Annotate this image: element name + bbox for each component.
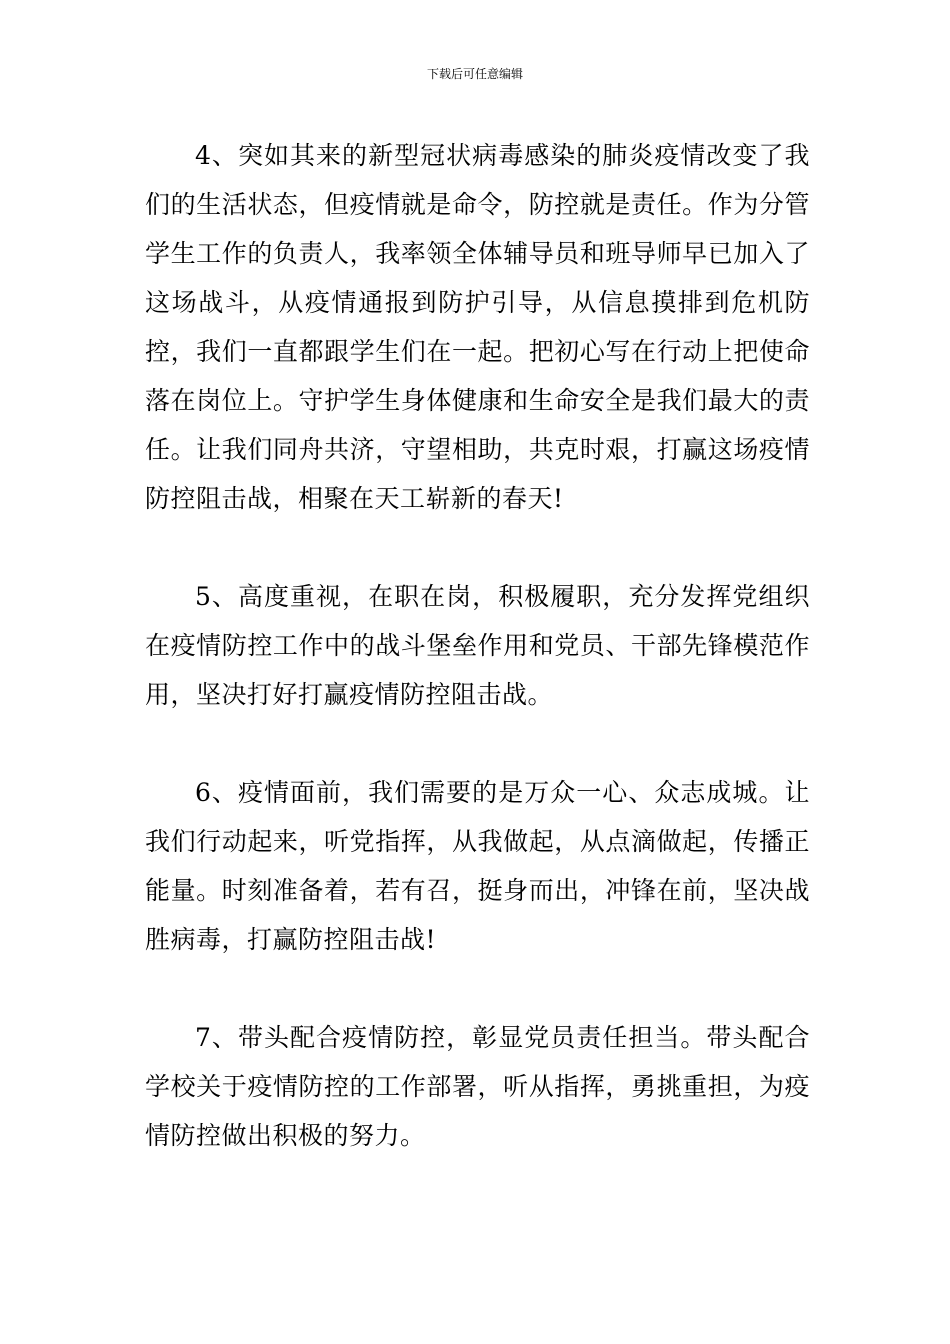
header-note: 下载后可任意编辑 — [426, 67, 523, 81]
paragraph-5: 5、高度重视，在职在岗，积极履职，充分发挥党组织在疫情防控工作中的战斗堡垒作用和党员、干部先锋模范作用，坚决打好打赢疫情防控阻击战。 — [145, 582, 810, 709]
paragraph-4: 4、突如其来的新型冠状病毒感染的肺炎疫情改变了我们的生活状态，但疫情就是命令，防控就是责任。作为分管学生工作的负责人，我率领全体辅导员和班导师早已加入了这场战斗，从疫情通报到防护引导，从信息摸排到危机防控，我们一直都跟学生们在一起。把初心写在行动上把使命落在岗位上。守护学生身体健康和生命安全是我们最大的责任。让我们同舟共济，守望相助，共克时艰，打赢这场疫情防控阻击战，相聚在天工崭新的春天! — [145, 141, 810, 513]
paragraph-7: 7、带头配合疫情防控，彰显党员责任担当。带头配合学校关于疫情防控的工作部署，听从指挥，勇挑重担，为疫情防控做出积极的努力。 — [145, 1023, 810, 1150]
document-body — [145, 131, 810, 1209]
paragraph-6: 6、疫情面前，我们需要的是万众一心、众志成城。让我们行动起来，听党指挥，从我做起，从点滴做起，传播正能量。时刻准备着，若有召，挺身而出，冲锋在前，坚决战胜病毒，打赢防控阻击战! — [145, 778, 810, 954]
